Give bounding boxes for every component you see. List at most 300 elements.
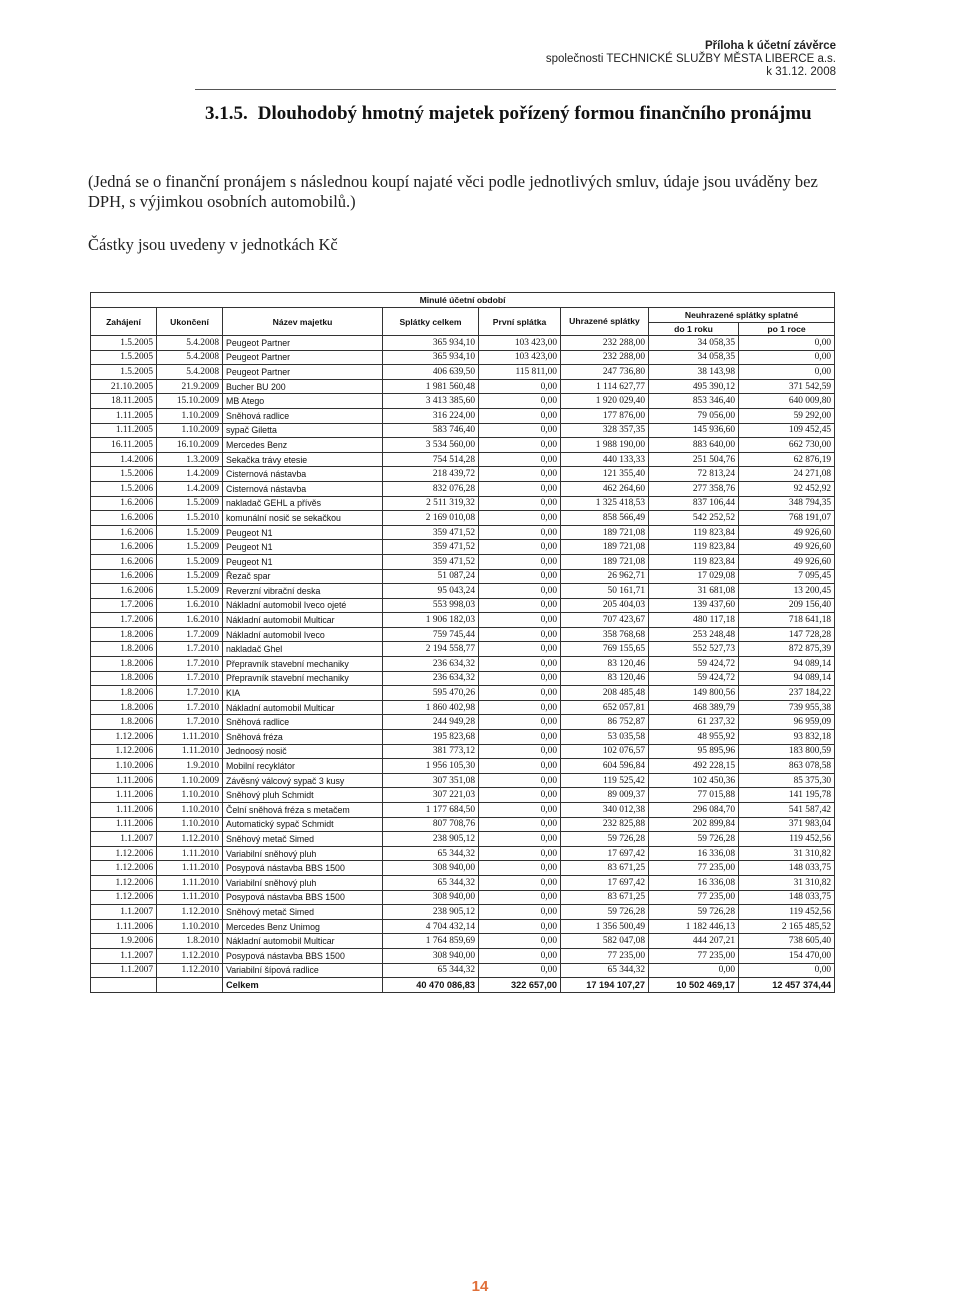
cell-start: 1.8.2006 bbox=[91, 642, 157, 657]
cell-total: 65 344,32 bbox=[383, 963, 479, 978]
cell-end: 1.11.2010 bbox=[157, 890, 223, 905]
table-row bbox=[91, 350, 835, 365]
cell-due-1y: 77 235,00 bbox=[649, 948, 739, 963]
cell-first: 0,00 bbox=[479, 394, 561, 409]
page-number: 14 bbox=[471, 1278, 489, 1295]
total-po-1-roce: 12 457 374,44 bbox=[739, 978, 835, 993]
cell-paid: 89 009,37 bbox=[561, 788, 649, 803]
cell-start: 1.1.2007 bbox=[91, 948, 157, 963]
cell-paid: 232 288,00 bbox=[561, 350, 649, 365]
cell-name: sypač Giletta bbox=[223, 423, 383, 438]
cell-due-1y: 837 106,44 bbox=[649, 496, 739, 511]
cell-first: 0,00 bbox=[479, 803, 561, 818]
cell-first: 0,00 bbox=[479, 423, 561, 438]
cell-due-after-1y: 148 033,75 bbox=[739, 890, 835, 905]
cell-due-1y: 17 029,08 bbox=[649, 569, 739, 584]
table-row bbox=[91, 715, 835, 730]
col-name-header: Název majetku bbox=[223, 308, 383, 336]
cell-start: 1.6.2006 bbox=[91, 496, 157, 511]
cell-first: 0,00 bbox=[479, 657, 561, 672]
cell-total: 3 534 560,00 bbox=[383, 438, 479, 453]
cell-start: 1.11.2005 bbox=[91, 408, 157, 423]
cell-start: 1.8.2006 bbox=[91, 627, 157, 642]
cell-start: 1.7.2006 bbox=[91, 598, 157, 613]
cell-total: 51 087,24 bbox=[383, 569, 479, 584]
cell-name: Sněhový metač Simed bbox=[223, 832, 383, 847]
cell-due-1y: 61 237,32 bbox=[649, 715, 739, 730]
cell-paid: 53 035,58 bbox=[561, 730, 649, 745]
cell-first: 0,00 bbox=[479, 730, 561, 745]
cell-name: Bucher BU 200 bbox=[223, 379, 383, 394]
cell-first: 103 423,00 bbox=[479, 336, 561, 351]
cell-total: 406 639,50 bbox=[383, 365, 479, 380]
cell-total: 1 177 684,50 bbox=[383, 803, 479, 818]
total-splatky-celkem: 40 470 086,83 bbox=[383, 978, 479, 993]
cell-end: 1.10.2010 bbox=[157, 919, 223, 934]
cell-due-1y: 1 182 446,13 bbox=[649, 919, 739, 934]
cell-due-after-1y: 147 728,28 bbox=[739, 627, 835, 642]
cell-due-after-1y: 371 983,04 bbox=[739, 817, 835, 832]
cell-total: 1 906 182,03 bbox=[383, 613, 479, 628]
cell-total: 307 221,03 bbox=[383, 788, 479, 803]
cell-start: 1.4.2006 bbox=[91, 452, 157, 467]
cell-end: 1.11.2010 bbox=[157, 861, 223, 876]
cell-paid: 83 671,25 bbox=[561, 890, 649, 905]
table-row bbox=[91, 525, 835, 540]
cell-total: 359 471,52 bbox=[383, 525, 479, 540]
cell-due-after-1y: 85 375,30 bbox=[739, 773, 835, 788]
cell-due-after-1y: 872 875,39 bbox=[739, 642, 835, 657]
cell-start: 1.8.2006 bbox=[91, 671, 157, 686]
table-row bbox=[91, 700, 835, 715]
cell-first: 0,00 bbox=[479, 540, 561, 555]
cell-name: Závěsný válcový sypač 3 kusy bbox=[223, 773, 383, 788]
cell-name: Mercedes Benz Unimog bbox=[223, 919, 383, 934]
cell-first: 0,00 bbox=[479, 511, 561, 526]
cell-end: 1.10.2010 bbox=[157, 803, 223, 818]
cell-end: 1.7.2010 bbox=[157, 671, 223, 686]
cell-end: 1.9.2010 bbox=[157, 759, 223, 774]
cell-paid: 358 768,68 bbox=[561, 627, 649, 642]
cell-start: 1.5.2006 bbox=[91, 467, 157, 482]
cell-total: 65 344,32 bbox=[383, 875, 479, 890]
cell-total: 359 471,52 bbox=[383, 554, 479, 569]
cell-total: 583 746,40 bbox=[383, 423, 479, 438]
cell-total: 238 905,12 bbox=[383, 832, 479, 847]
cell-end: 1.12.2010 bbox=[157, 948, 223, 963]
cell-paid: 232 825,88 bbox=[561, 817, 649, 832]
cell-end: 1.6.2010 bbox=[157, 613, 223, 628]
cell-due-1y: 59 726,28 bbox=[649, 832, 739, 847]
cell-name: Přepravník stavební mechaniky bbox=[223, 657, 383, 672]
cell-first: 0,00 bbox=[479, 861, 561, 876]
cell-name: Peugeot Partner bbox=[223, 336, 383, 351]
cell-due-1y: 34 058,35 bbox=[649, 336, 739, 351]
cell-total: 308 940,00 bbox=[383, 861, 479, 876]
cell-due-after-1y: 59 292,00 bbox=[739, 408, 835, 423]
cell-end: 21.9.2009 bbox=[157, 379, 223, 394]
cell-name: Sekačka trávy etesie bbox=[223, 452, 383, 467]
cell-paid: 1 920 029,40 bbox=[561, 394, 649, 409]
col-total-header: Splátky celkem bbox=[383, 308, 479, 336]
cell-start: 18.11.2005 bbox=[91, 394, 157, 409]
cell-name: Nákladní automobil Iveco bbox=[223, 627, 383, 642]
table-row bbox=[91, 934, 835, 949]
cell-due-after-1y: 119 452,56 bbox=[739, 832, 835, 847]
cell-due-after-1y: 92 452,92 bbox=[739, 481, 835, 496]
cell-due-after-1y: 541 587,42 bbox=[739, 803, 835, 818]
cell-due-after-1y: 148 033,75 bbox=[739, 861, 835, 876]
table-row bbox=[91, 336, 835, 351]
cell-paid: 208 485,48 bbox=[561, 686, 649, 701]
cell-due-after-1y: 119 452,56 bbox=[739, 905, 835, 920]
table-row bbox=[91, 730, 835, 745]
table-row bbox=[91, 467, 835, 482]
cell-paid: 189 721,08 bbox=[561, 540, 649, 555]
cell-start: 1.12.2006 bbox=[91, 890, 157, 905]
table-row bbox=[91, 511, 835, 526]
cell-name: Automatický sypač Schmidt bbox=[223, 817, 383, 832]
cell-start: 1.6.2006 bbox=[91, 584, 157, 599]
total-row bbox=[91, 978, 835, 993]
cell-end: 1.5.2010 bbox=[157, 511, 223, 526]
cell-total: 307 351,08 bbox=[383, 773, 479, 788]
cell-end: 1.11.2010 bbox=[157, 730, 223, 745]
cell-end: 15.10.2009 bbox=[157, 394, 223, 409]
table-row bbox=[91, 744, 835, 759]
cell-paid: 1 325 418,53 bbox=[561, 496, 649, 511]
cell-due-1y: 77 235,00 bbox=[649, 861, 739, 876]
cell-paid: 652 057,81 bbox=[561, 700, 649, 715]
cell-start: 1.12.2006 bbox=[91, 744, 157, 759]
total-label: Celkem bbox=[223, 978, 383, 993]
cell-start: 1.7.2006 bbox=[91, 613, 157, 628]
cell-start: 1.8.2006 bbox=[91, 686, 157, 701]
cell-due-after-1y: 7 095,45 bbox=[739, 569, 835, 584]
cell-name: Sněhová radlice bbox=[223, 715, 383, 730]
cell-due-after-1y: 739 955,38 bbox=[739, 700, 835, 715]
cell-first: 0,00 bbox=[479, 846, 561, 861]
cell-paid: 26 962,71 bbox=[561, 569, 649, 584]
cell-first: 0,00 bbox=[479, 919, 561, 934]
table-row bbox=[91, 584, 835, 599]
cell-paid: 83 120,46 bbox=[561, 671, 649, 686]
col-first-header: První splátka bbox=[479, 308, 561, 336]
cell-name: Variabilní sněhový pluh bbox=[223, 875, 383, 890]
cell-start: 1.5.2006 bbox=[91, 481, 157, 496]
table-row bbox=[91, 657, 835, 672]
cell-start: 1.11.2006 bbox=[91, 788, 157, 803]
cell-due-after-1y: 237 184,22 bbox=[739, 686, 835, 701]
cell-first: 0,00 bbox=[479, 686, 561, 701]
cell-name: komunální nosič se sekačkou bbox=[223, 511, 383, 526]
cell-end: 1.7.2010 bbox=[157, 715, 223, 730]
cell-paid: 59 726,28 bbox=[561, 905, 649, 920]
cell-first: 0,00 bbox=[479, 832, 561, 847]
cell-total: 2 511 319,32 bbox=[383, 496, 479, 511]
cell-paid: 232 288,00 bbox=[561, 336, 649, 351]
cell-due-after-1y: 0,00 bbox=[739, 350, 835, 365]
cell-due-1y: 31 681,08 bbox=[649, 584, 739, 599]
cell-first: 0,00 bbox=[479, 759, 561, 774]
table-row bbox=[91, 948, 835, 963]
cell-end: 1.7.2010 bbox=[157, 657, 223, 672]
cell-due-1y: 202 899,84 bbox=[649, 817, 739, 832]
cell-due-after-1y: 109 452,45 bbox=[739, 423, 835, 438]
cell-first: 0,00 bbox=[479, 554, 561, 569]
table-row bbox=[91, 832, 835, 847]
header-line-1: Příloha k účetní závěrce bbox=[704, 40, 836, 52]
col-end-header: Ukončení bbox=[157, 308, 223, 336]
cell-first: 0,00 bbox=[479, 481, 561, 496]
table-row bbox=[91, 613, 835, 628]
cell-first: 115 811,00 bbox=[479, 365, 561, 380]
cell-end: 1.12.2010 bbox=[157, 832, 223, 847]
cell-end: 1.7.2009 bbox=[157, 627, 223, 642]
cell-due-1y: 277 358,76 bbox=[649, 481, 739, 496]
cell-end: 1.3.2009 bbox=[157, 452, 223, 467]
cell-due-after-1y: 640 009,80 bbox=[739, 394, 835, 409]
cell-name: Sněhová fréza bbox=[223, 730, 383, 745]
cell-end: 1.10.2010 bbox=[157, 788, 223, 803]
cell-paid: 83 120,46 bbox=[561, 657, 649, 672]
cell-first: 0,00 bbox=[479, 496, 561, 511]
cell-start: 1.12.2006 bbox=[91, 861, 157, 876]
cell-due-after-1y: 24 271,08 bbox=[739, 467, 835, 482]
cell-paid: 17 697,42 bbox=[561, 875, 649, 890]
table-row bbox=[91, 452, 835, 467]
header-rule bbox=[195, 89, 836, 90]
table-row bbox=[91, 423, 835, 438]
cell-end: 1.5.2009 bbox=[157, 525, 223, 540]
cell-total: 365 934,10 bbox=[383, 336, 479, 351]
cell-name: Nákladní automobil Multicar bbox=[223, 934, 383, 949]
cell-start: 1.9.2006 bbox=[91, 934, 157, 949]
cell-first: 0,00 bbox=[479, 788, 561, 803]
cell-first: 0,00 bbox=[479, 671, 561, 686]
cell-total: 832 076,28 bbox=[383, 481, 479, 496]
header-line-2: společnosti TECHNICKÉ SLUŽBY MĚSTA LIBERCE a.s. bbox=[545, 53, 836, 65]
cell-due-1y: 552 527,73 bbox=[649, 642, 739, 657]
cell-start: 1.12.2006 bbox=[91, 730, 157, 745]
cell-due-1y: 149 800,56 bbox=[649, 686, 739, 701]
cell-end: 5.4.2008 bbox=[157, 336, 223, 351]
cell-name: Posypová nástavba BBS 1500 bbox=[223, 948, 383, 963]
cell-due-1y: 59 726,28 bbox=[649, 905, 739, 920]
cell-total: 244 949,28 bbox=[383, 715, 479, 730]
cell-paid: 102 076,57 bbox=[561, 744, 649, 759]
cell-first: 0,00 bbox=[479, 934, 561, 949]
cell-due-1y: 139 437,60 bbox=[649, 598, 739, 613]
cell-start: 1.8.2006 bbox=[91, 657, 157, 672]
total-blank bbox=[91, 978, 157, 993]
cell-first: 103 423,00 bbox=[479, 350, 561, 365]
table-row bbox=[91, 365, 835, 380]
cell-first: 0,00 bbox=[479, 642, 561, 657]
cell-paid: 83 671,25 bbox=[561, 861, 649, 876]
cell-start: 1.8.2006 bbox=[91, 715, 157, 730]
cell-first: 0,00 bbox=[479, 715, 561, 730]
cell-name: Variabilní šípová radlice bbox=[223, 963, 383, 978]
cell-total: 2 194 558,77 bbox=[383, 642, 479, 657]
cell-due-1y: 251 504,76 bbox=[649, 452, 739, 467]
cell-total: 1 956 105,30 bbox=[383, 759, 479, 774]
cell-paid: 462 264,60 bbox=[561, 481, 649, 496]
cell-name: KIA bbox=[223, 686, 383, 701]
cell-total: 4 704 432,14 bbox=[383, 919, 479, 934]
cell-total: 754 514,28 bbox=[383, 452, 479, 467]
cell-due-1y: 883 640,00 bbox=[649, 438, 739, 453]
cell-end: 1.7.2010 bbox=[157, 700, 223, 715]
intro-paragraph: (Jedná se o finanční pronájem s následnou koupí najaté věci podle jednotlivých smluv, údaje jsou uváděny bez DPH, s výjimkou osobních automobilů.) bbox=[88, 172, 818, 211]
cell-first: 0,00 bbox=[479, 773, 561, 788]
cell-total: 1 860 402,98 bbox=[383, 700, 479, 715]
cell-first: 0,00 bbox=[479, 875, 561, 890]
cell-total: 759 745,44 bbox=[383, 627, 479, 642]
cell-end: 1.10.2010 bbox=[157, 817, 223, 832]
cell-total: 316 224,00 bbox=[383, 408, 479, 423]
section-title bbox=[205, 103, 812, 125]
cell-start: 1.11.2006 bbox=[91, 803, 157, 818]
cell-start: 1.1.2007 bbox=[91, 905, 157, 920]
cell-end: 1.10.2009 bbox=[157, 423, 223, 438]
cell-due-1y: 253 248,48 bbox=[649, 627, 739, 642]
cell-due-1y: 16 336,08 bbox=[649, 875, 739, 890]
cell-due-1y: 72 813,24 bbox=[649, 467, 739, 482]
group-header: Minulé účetní období bbox=[91, 293, 835, 308]
cell-start: 1.11.2006 bbox=[91, 919, 157, 934]
cell-end: 5.4.2008 bbox=[157, 365, 223, 380]
cell-due-1y: 34 058,35 bbox=[649, 350, 739, 365]
cell-name: MB Atego bbox=[223, 394, 383, 409]
cell-due-1y: 480 117,18 bbox=[649, 613, 739, 628]
cell-paid: 17 697,42 bbox=[561, 846, 649, 861]
cell-due-after-1y: 49 926,60 bbox=[739, 525, 835, 540]
cell-due-after-1y: 62 876,19 bbox=[739, 452, 835, 467]
cell-paid: 77 235,00 bbox=[561, 948, 649, 963]
cell-name: Peugeot N1 bbox=[223, 554, 383, 569]
cell-paid: 65 344,32 bbox=[561, 963, 649, 978]
cell-due-after-1y: 31 310,82 bbox=[739, 846, 835, 861]
cell-due-after-1y: 154 470,00 bbox=[739, 948, 835, 963]
cell-paid: 59 726,28 bbox=[561, 832, 649, 847]
table-row bbox=[91, 905, 835, 920]
cell-due-1y: 492 228,15 bbox=[649, 759, 739, 774]
cell-name: Sněhová radlice bbox=[223, 408, 383, 423]
cell-total: 595 470,26 bbox=[383, 686, 479, 701]
cell-name: Sněhový pluh Schmidt bbox=[223, 788, 383, 803]
table-row bbox=[91, 671, 835, 686]
cell-paid: 189 721,08 bbox=[561, 525, 649, 540]
cell-total: 365 934,10 bbox=[383, 350, 479, 365]
cell-total: 195 823,68 bbox=[383, 730, 479, 745]
cell-end: 1.12.2010 bbox=[157, 963, 223, 978]
cell-end: 1.4.2009 bbox=[157, 481, 223, 496]
cell-name: Peugeot Partner bbox=[223, 365, 383, 380]
cell-start: 1.6.2006 bbox=[91, 540, 157, 555]
table-row bbox=[91, 598, 835, 613]
cell-end: 1.8.2010 bbox=[157, 934, 223, 949]
cell-end: 1.5.2009 bbox=[157, 540, 223, 555]
cell-start: 1.6.2006 bbox=[91, 525, 157, 540]
cell-due-after-1y: 348 794,35 bbox=[739, 496, 835, 511]
cell-start: 1.12.2006 bbox=[91, 875, 157, 890]
table-row bbox=[91, 408, 835, 423]
cell-first: 0,00 bbox=[479, 817, 561, 832]
cell-paid: 340 012,38 bbox=[561, 803, 649, 818]
cell-name: Nákladní automobil Multicar bbox=[223, 613, 383, 628]
cell-first: 0,00 bbox=[479, 700, 561, 715]
cell-due-after-1y: 738 605,40 bbox=[739, 934, 835, 949]
cell-end: 1.5.2009 bbox=[157, 584, 223, 599]
table-row bbox=[91, 540, 835, 555]
cell-first: 0,00 bbox=[479, 408, 561, 423]
header-line-3: k 31.12. 2008 bbox=[766, 66, 836, 78]
cell-paid: 769 155,65 bbox=[561, 642, 649, 657]
cell-due-after-1y: 13 200,45 bbox=[739, 584, 835, 599]
cell-name: Sněhový metač Simed bbox=[223, 905, 383, 920]
cell-due-1y: 468 389,79 bbox=[649, 700, 739, 715]
section-title-text: Dlouhodobý hmotný majetek pořízený formou finančního pronájmu bbox=[257, 103, 812, 124]
cell-first: 0,00 bbox=[479, 890, 561, 905]
cell-due-after-1y: 49 926,60 bbox=[739, 554, 835, 569]
cell-start: 1.11.2006 bbox=[91, 817, 157, 832]
table-row bbox=[91, 875, 835, 890]
table-row bbox=[91, 642, 835, 657]
cell-total: 236 634,32 bbox=[383, 657, 479, 672]
cell-paid: 1 988 190,00 bbox=[561, 438, 649, 453]
cell-start: 1.1.2007 bbox=[91, 832, 157, 847]
total-uhrazene: 17 194 107,27 bbox=[561, 978, 649, 993]
cell-due-after-1y: 0,00 bbox=[739, 963, 835, 978]
cell-paid: 205 404,03 bbox=[561, 598, 649, 613]
cell-paid: 86 752,87 bbox=[561, 715, 649, 730]
cell-name: Řezač spar bbox=[223, 569, 383, 584]
cell-due-after-1y: 49 926,60 bbox=[739, 540, 835, 555]
table-row bbox=[91, 803, 835, 818]
lease-table bbox=[90, 292, 835, 993]
cell-due-after-1y: 93 832,18 bbox=[739, 730, 835, 745]
cell-start: 1.6.2006 bbox=[91, 554, 157, 569]
cell-paid: 50 161,71 bbox=[561, 584, 649, 599]
cell-start: 1.8.2006 bbox=[91, 700, 157, 715]
cell-total: 308 940,00 bbox=[383, 948, 479, 963]
cell-first: 0,00 bbox=[479, 598, 561, 613]
cell-first: 0,00 bbox=[479, 452, 561, 467]
cell-end: 16.10.2009 bbox=[157, 438, 223, 453]
cell-name: Jednoosý nosič bbox=[223, 744, 383, 759]
cell-name: Mercedes Benz bbox=[223, 438, 383, 453]
total-do-1-roku: 10 502 469,17 bbox=[649, 978, 739, 993]
cell-total: 359 471,52 bbox=[383, 540, 479, 555]
cell-name: Variabilní sněhový pluh bbox=[223, 846, 383, 861]
cell-name: Přepravník stavební mechaniky bbox=[223, 671, 383, 686]
cell-end: 1.6.2010 bbox=[157, 598, 223, 613]
cell-start: 1.5.2005 bbox=[91, 336, 157, 351]
cell-due-1y: 542 252,52 bbox=[649, 511, 739, 526]
cell-first: 0,00 bbox=[479, 569, 561, 584]
cell-due-1y: 16 336,08 bbox=[649, 846, 739, 861]
cell-due-after-1y: 209 156,40 bbox=[739, 598, 835, 613]
total-prvni-splatka: 322 657,00 bbox=[479, 978, 561, 993]
cell-paid: 858 566,49 bbox=[561, 511, 649, 526]
cell-due-after-1y: 768 191,07 bbox=[739, 511, 835, 526]
col-start-header: Zahájení bbox=[91, 308, 157, 336]
cell-due-1y: 119 823,84 bbox=[649, 554, 739, 569]
table-row bbox=[91, 759, 835, 774]
table-row bbox=[91, 379, 835, 394]
cell-due-1y: 0,00 bbox=[649, 963, 739, 978]
